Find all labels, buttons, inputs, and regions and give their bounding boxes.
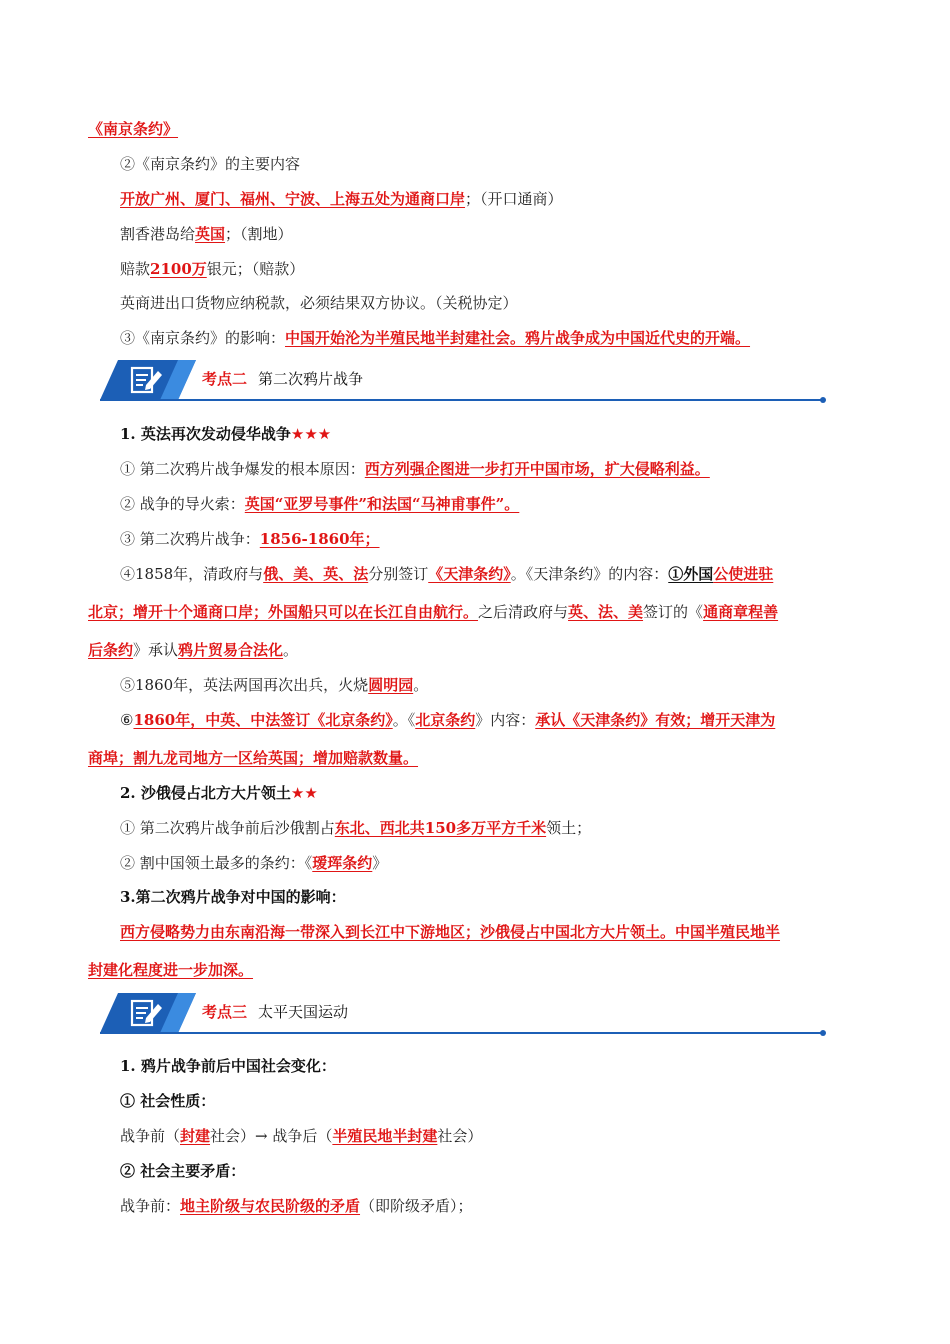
s2p2-l1-post: 领土； [546, 819, 592, 837]
s2p1-l6-text-b: 》承认 [133, 641, 179, 659]
line-s3p1-l2 [120, 1195, 910, 1217]
line-s3p1-heading [120, 1055, 910, 1077]
line-nj-item2 [120, 223, 910, 245]
line-nj-item3 [120, 258, 910, 280]
s2p1-l4-key-f: ①外国 [668, 565, 714, 583]
s2p1-l1-key: 西方列强企图进一步打开中国市场，扩大侵略利益。 [364, 460, 710, 478]
s3p1-l1-text-a: 战争前（ [120, 1127, 181, 1145]
s2p1-l4-key-g: 公使进驻 [713, 565, 774, 583]
line-s2p1-l3 [120, 528, 910, 550]
s3p1-l1-text-c: 社会）→ 战争后（ [210, 1127, 333, 1145]
section-tag: 考点二 [202, 370, 248, 388]
s2p1-l8-key-b: 1860年，中英、中法签订《北京条约》 [133, 711, 393, 729]
s3p1-l2-text-c: （即阶级矛盾）； [360, 1197, 473, 1215]
s3p1-sub1: ① 社会性质： [120, 1092, 216, 1110]
line-s2p1-l5 [88, 601, 878, 623]
line-s2p1-l1 [120, 458, 910, 480]
line-s2p2-l2 [120, 852, 910, 874]
nj-item3-note: 银元；（赔款） [206, 260, 305, 278]
line-s3p1-sub1 [120, 1090, 910, 1112]
line-s2p1-l6 [88, 639, 878, 661]
s2p3-l1-key: 西方侵略势力由东南沿海一带深入到长江中下游地区；沙俄侵占中国北方大片领土。中国半殖民地半 [120, 923, 781, 941]
nj-impact-label: ③《南京条约》的影响： [120, 329, 286, 347]
s2p1-l8-key-f: 承认《天津条约》有效；增开天津为 [535, 711, 776, 729]
s2p1-l8-text-c: 。《 [392, 711, 416, 729]
nj-item3-key: 2100万 [150, 260, 207, 278]
s3p1-l1-key-d: 半殖民地半封建 [332, 1127, 438, 1145]
s2p1-l5-key-c: 英、法、美 [568, 603, 644, 621]
s2p1-l3-label: ③ 第二次鸦片战争： [120, 530, 260, 548]
nj-item2-note: ；（割地） [225, 225, 293, 243]
s2p1-l4-text-a: ④1858年，清政府与 [120, 565, 264, 583]
nj-impact-key: 中国开始沦为半殖民地半封建社会。鸦片战争成为中国近代史的开端。 [285, 329, 751, 347]
s2p1-l4-text-c: 分别签订 [368, 565, 429, 583]
edit-note-icon [128, 365, 164, 395]
line-s2p3-l1 [120, 921, 910, 943]
s2p1-l4-key-d: 《天津条约》 [428, 565, 511, 583]
s2p1-l7-text: ⑤1860年，英法两国再次出兵，火烧 [120, 676, 369, 694]
s2p1-l8-num: ⑥ [120, 711, 134, 729]
s2p2-l2-key: 瑷珲条约 [312, 854, 373, 872]
section-divider-end [820, 397, 826, 403]
star-rating: ★★ [290, 784, 318, 802]
line-nj-impact [120, 327, 910, 349]
s2p1-l4-key-b: 俄、美、英、法 [263, 565, 369, 583]
s2p1-l6-text-d: 。 [283, 641, 299, 659]
s2p1-l5-text-b: 之后清政府与 [478, 603, 569, 621]
section-tag: 考点三 [202, 1003, 248, 1021]
section-header-2 [100, 360, 830, 402]
nj-content-label: ②《南京条约》的主要内容 [120, 155, 301, 173]
line-nj-item4 [120, 292, 910, 314]
s3p1-l2-key-b: 地主阶级与农民阶级的矛盾 [180, 1197, 361, 1215]
line-nanjing-title [88, 118, 878, 140]
s2p1-l5-key-a: 北京；增开十个通商口岸；外国船只可以在长江自由航行。 [88, 603, 479, 621]
line-s2p2-l1 [120, 817, 910, 839]
s3p1-heading: 1. 鸦片战争前后中国社会变化： [120, 1057, 336, 1075]
s3p1-l2-text-a: 战争前： [120, 1197, 181, 1215]
s2p1-l9-key: 商埠；割九龙司地方一区给英国；增加赔款数量。 [88, 749, 419, 767]
line-s2p2-heading [120, 782, 910, 804]
s2p1-l8-key-d: 北京条约 [415, 711, 476, 729]
s2p1-l3-key: 1856-1860年； [259, 530, 380, 548]
section-title: 太平天国运动 [258, 1003, 349, 1021]
line-s2p3-heading [120, 886, 910, 908]
nj-item1-note: ；（开口通商） [465, 190, 563, 208]
s2p3-l2-key: 封建化程度进一步加深。 [88, 961, 254, 979]
s2p1-l4-text-e: 。《天津条约》的内容： [510, 565, 669, 583]
s2p2-heading: 2. 沙俄侵占北方大片领土 [120, 784, 291, 802]
nj-item4-text: 英商进出口货物应纳税款，必须结果双方协议。（关税协定） [120, 294, 518, 312]
line-nj-content-label [120, 153, 910, 175]
s2p2-l1-text: ① 第二次鸦片战争前后沙俄割占 [120, 819, 335, 837]
section-title: 第二次鸦片战争 [258, 370, 364, 388]
line-s2p1-l2 [120, 493, 910, 515]
edit-note-icon [128, 998, 164, 1028]
nanjing-treaty-title: 《南京条约》 [88, 120, 179, 138]
s2p1-l2-label: ② 战争的导火索： [120, 495, 245, 513]
section-divider [100, 399, 824, 401]
star-rating: ★★★ [290, 425, 332, 443]
s2p2-l2-text: ② 割中国领土最多的条约：《 [120, 854, 313, 872]
s2p1-l2-key: 英国“亚罗号事件”和法国“马神甫事件”。 [244, 495, 520, 513]
s2p3-heading: 3.第二次鸦片战争对中国的影响： [120, 888, 346, 906]
s3p1-l1-text-e: 社会） [437, 1127, 483, 1145]
s2p2-l1-key: 东北、西北共150多万平方千米 [334, 819, 547, 837]
s2p1-l1-label: ① 第二次鸦片战争爆发的根本原因： [120, 460, 365, 478]
line-s2p3-l2 [88, 959, 878, 981]
line-s3p1-l1 [120, 1125, 910, 1147]
line-s3p1-sub2 [120, 1160, 910, 1182]
s2p1-l5-key-e: 通商章程善 [703, 603, 779, 621]
line-s2p1-heading [120, 423, 910, 445]
s3p1-sub2: ② 社会主要矛盾： [120, 1162, 246, 1180]
nj-item1-key: 开放广州、厦门、福州、宁波、上海五处为通商口岸 [120, 190, 466, 208]
line-s2p1-l4 [120, 563, 910, 585]
line-s2p1-l8 [120, 709, 910, 731]
nj-item2-text: 割香港岛给 [120, 225, 196, 243]
line-s2p1-l7 [120, 674, 910, 696]
s2p1-l6-key-c: 鸦片贸易合法化 [178, 641, 284, 659]
section-divider [100, 1032, 824, 1034]
s2p1-l5-text-d: 签订的《 [643, 603, 704, 621]
s3p1-l1-key-b: 封建 [180, 1127, 211, 1145]
section-header-3 [100, 993, 830, 1035]
section-divider-end [820, 1030, 826, 1036]
s2p1-l7-post: 。 [413, 676, 429, 694]
nj-item2-key: 英国 [195, 225, 226, 243]
line-s2p1-l9 [88, 747, 878, 769]
nj-item3-text: 赔款 [120, 260, 151, 278]
s2p1-heading: 1. 英法再次发动侵华战争 [120, 425, 291, 443]
s2p2-l2-post: 》 [372, 854, 388, 872]
s2p1-l7-key: 圆明园 [368, 676, 414, 694]
line-nj-item1 [120, 188, 910, 210]
s2p1-l6-key-a: 后条约 [88, 641, 134, 659]
s2p1-l8-text-e: 》内容： [475, 711, 536, 729]
